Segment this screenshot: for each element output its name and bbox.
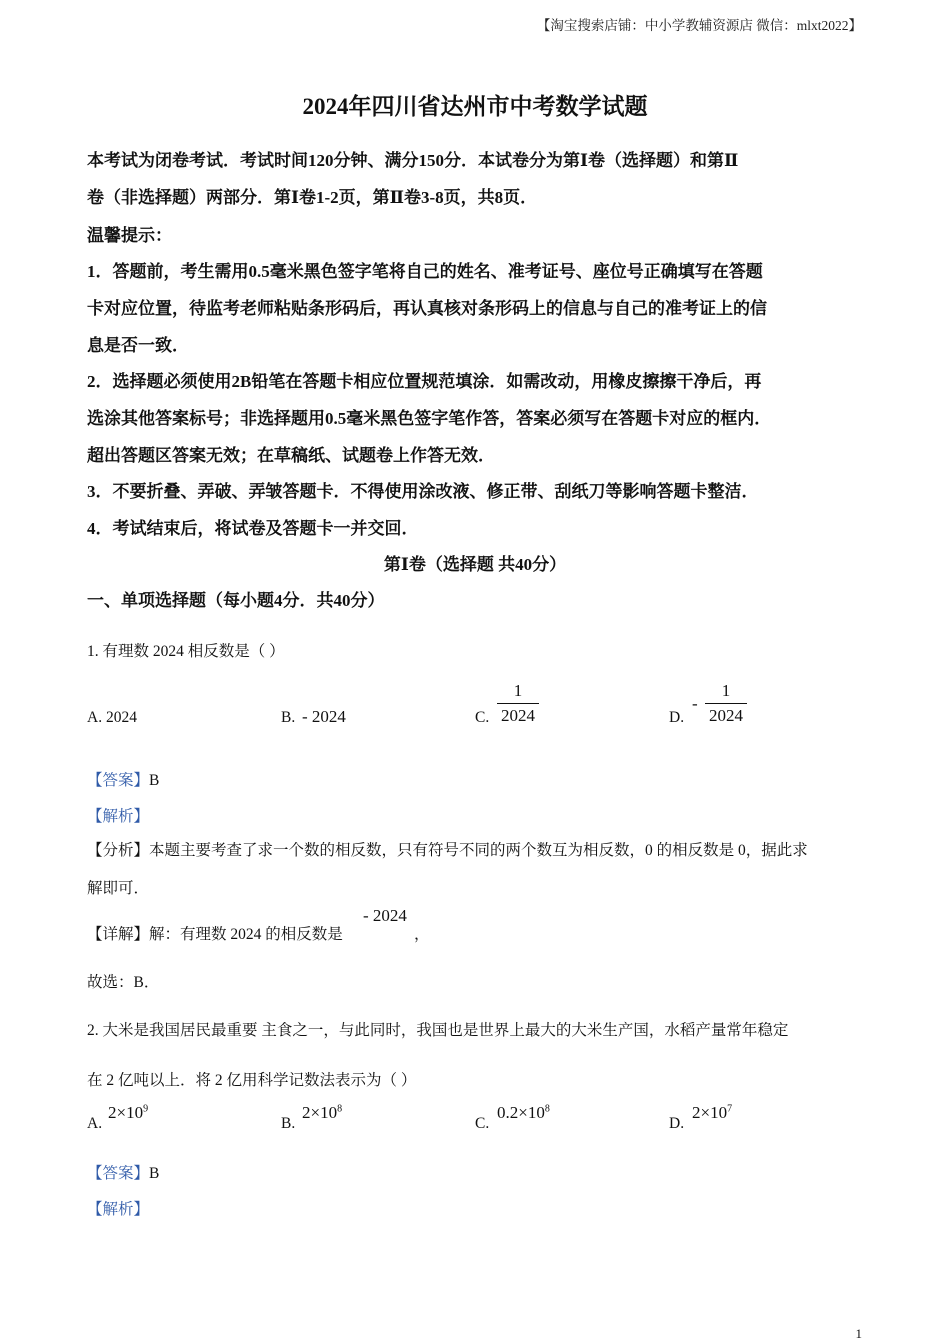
q1-option-d-sign: -	[692, 694, 698, 713]
q2-analysis-tag: 【解析】	[87, 1201, 150, 1218]
q1-choose: 故选：B．	[87, 974, 160, 991]
q1-stem: 1. 有理数 2024 相反数是（ ）	[87, 643, 285, 660]
q1-option-d-fraction	[705, 681, 747, 726]
tip-line: 3．不要折叠、弄破、弄皱答题卡．不得使用涂改液、修正带、刮纸刀等影响答题卡整洁．	[87, 482, 759, 501]
tip-line: 2．选择题必须使用2B铅笔在答题卡相应位置规范填涂．如需改动，用橡皮擦擦干净后，再	[87, 372, 762, 391]
page-number: 1	[855, 1326, 862, 1341]
q2-option-b-label: B.	[281, 1115, 296, 1132]
fenxi-tag: 【分析】	[87, 842, 150, 859]
q2-stem-2: 在 2 亿吨以上．将 2 亿用科学记数法表示为（ ）	[87, 1072, 417, 1089]
page-header: 【淘宝搜索店铺：中小学教辅资源店 微信：mlxt2022】	[536, 18, 862, 33]
q2-option-d-value	[692, 1103, 732, 1123]
answer-value: B	[149, 1165, 160, 1182]
tip-line: 超出答题区答案无效；在草稿纸、试题卷上作答无效．	[87, 446, 495, 465]
q2-option-a-value	[108, 1103, 148, 1123]
q2-answer	[87, 1161, 159, 1183]
section-title: 第Ⅰ卷（选择题 共40分）	[383, 555, 567, 574]
q1-option-c-fraction	[497, 681, 539, 726]
sci-base: 2×10	[692, 1103, 728, 1122]
tip-line: 选涂其他答案标号；非选择题用0.5毫米黑色签字笔作答，答案必须写在答题卡对应的框内．	[87, 409, 772, 428]
q2-option-a-label: A.	[87, 1115, 103, 1132]
q1-option-b-label: B.	[281, 709, 296, 726]
q1-option-b-value: - 2024	[302, 707, 346, 726]
fraction-numerator: 1	[721, 681, 731, 700]
answer-tag: 【答案】	[87, 1165, 150, 1182]
tip-line: 1．答题前，考生需用0.5毫米黑色签字笔将自己的姓名、准考证号、座位号正确填写在答题	[87, 262, 763, 281]
q2-option-b-value	[302, 1103, 342, 1123]
part-title: 一、单项选择题（每小题4分．共40分）	[87, 591, 385, 610]
answer-value: B	[149, 772, 160, 789]
detail-text: 解：有理数 2024 的相反数是	[149, 926, 343, 943]
q1-answer	[87, 768, 159, 790]
sci-exponent: 7	[727, 1103, 733, 1115]
q1-fenxi-cont: 解即可．	[87, 880, 150, 897]
q1-option-c-label: C.	[475, 709, 490, 726]
fraction-denominator: 2024	[501, 706, 535, 725]
sci-base: 2×10	[302, 1103, 338, 1122]
tip-line: 息是否一致．	[87, 336, 189, 355]
sci-exponent: 8	[337, 1103, 343, 1115]
fraction-bar	[497, 703, 539, 704]
q1-fenxi	[87, 838, 808, 860]
q2-stem-1: 2. 大米是我国居民最重要 主食之一，与此同时，我国也是世界上最大的大米生产国，水稻产量常年稳定	[87, 1022, 789, 1039]
sci-exponent: 8	[544, 1103, 550, 1115]
q2-option-c-label: C.	[475, 1115, 490, 1132]
fraction-denominator: 2024	[709, 706, 743, 725]
page-title: 2024年四川省达州市中考数学试题	[302, 94, 648, 119]
q1-option-d-label: D.	[669, 709, 685, 726]
intro-line-1: 本考试为闭卷考试．考试时间120分钟、满分150分．本试卷分为第Ⅰ卷（选择题）和第Ⅱ	[87, 151, 739, 170]
answer-tag: 【答案】	[87, 772, 150, 789]
tip-line: 4．考试结束后，将试卷及答题卡一并交回．	[87, 519, 419, 538]
sci-base: 2×10	[108, 1103, 144, 1122]
fraction-numerator: 1	[513, 681, 523, 700]
q2-option-c-value	[497, 1103, 550, 1123]
tips-title: 温馨提示：	[87, 226, 172, 245]
tip-line: 卡对应位置，待监考老师粘贴条形码后，再认真核对条形码上的信息与自己的准考证上的信	[87, 299, 767, 318]
q1-option-a: A. 2024	[87, 709, 137, 726]
q1-detail-value: - 2024	[363, 906, 407, 925]
intro-line-2: 卷（非选择题）两部分．第Ⅰ卷1-2页，第Ⅱ卷3-8页，共8页．	[87, 188, 538, 207]
fraction-bar	[705, 703, 747, 704]
sci-base: 0.2×10	[497, 1103, 545, 1122]
q1-analysis-tag: 【解析】	[87, 808, 150, 825]
q2-option-d-label: D.	[669, 1115, 685, 1132]
detail-tag: 【详解】	[87, 926, 150, 943]
sci-exponent: 9	[143, 1103, 149, 1115]
q1-detail	[87, 922, 343, 944]
fenxi-text: 本题主要考查了求一个数的相反数，只有符号不同的两个数互为相反数，0 的相反数是 0，据此求	[149, 842, 808, 859]
q1-detail-end: ，	[414, 926, 430, 943]
